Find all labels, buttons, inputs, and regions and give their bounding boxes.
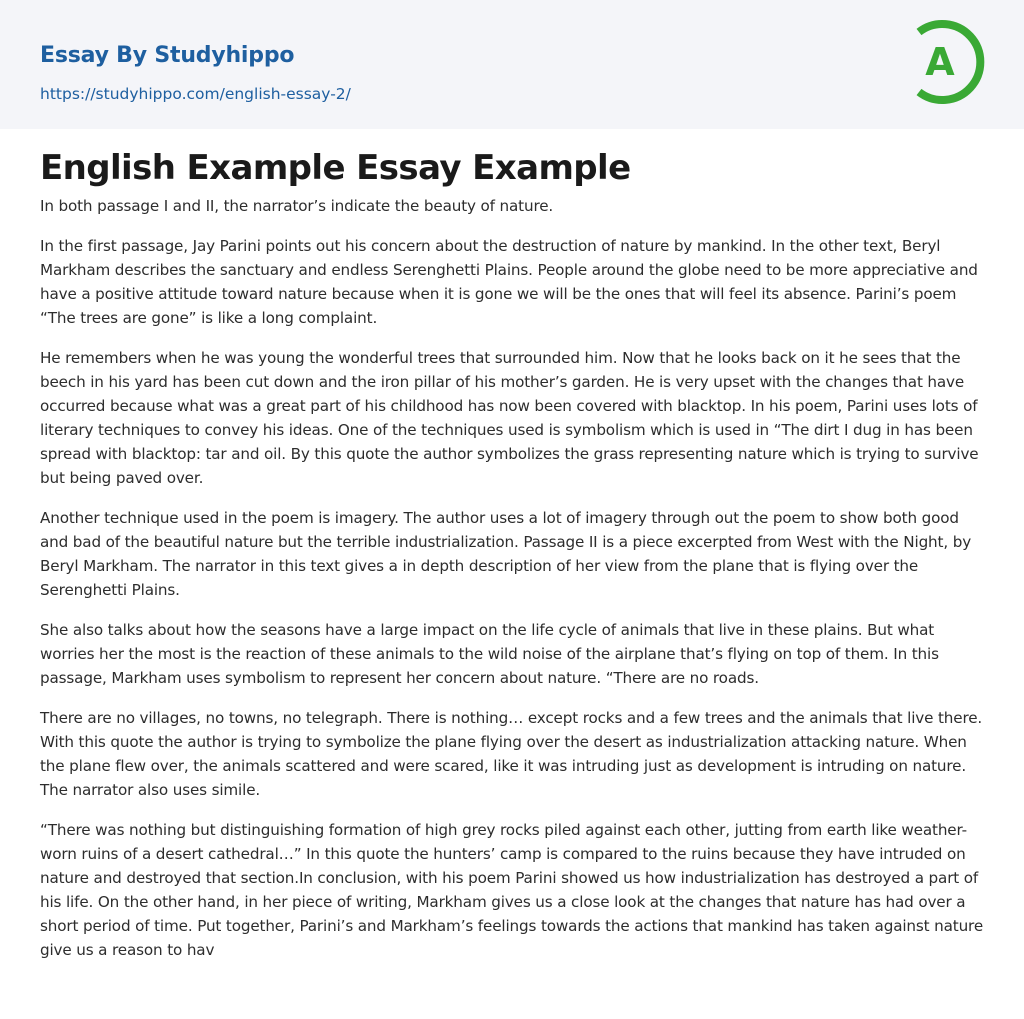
studyhippo-logo-icon[interactable] [912,18,988,106]
essay-paragraph: Another technique used in the poem is imagery. The author uses a lot of imagery through out the poem to show both good and bad of the beautiful nature but the terrible industrialization. Passage II is a piece excerpted from West with the Night, by Beryl Markham. The narrator in this text gives a in depth description of her view from the plane that is flying over the Serenghetti Plains. [40,509,972,599]
essay-paragraph: He remembers when he was young the wonderful trees that surrounded him. Now that he looks back on it he sees that the beech in his yard has been cut down and the iron pillar of his mother’s garden. He is very upset with the changes that have occurred because what was a great part of his childhood has now been covered with blacktop. In his poem, Parini uses lots of literary techniques to convey his ideas. One of the techniques used is symbolism which is used in “The dirt I dug in has been spread with blacktop: tar and oil. By this quote the author symbolizes the grass representing nature which is trying to survive but being paved over. [40,349,979,487]
essay-title: English Example Essay Example [40,148,631,188]
essay-paragraph: “There was nothing but distinguishing formation of high grey rocks piled against each other, jutting from earth like weather-worn ruins of a desert cathedral…” In this quote the hunters’ camp is compared to the ruins because they have intruded on nature and destroyed that section.In conclusion, with his poem Parini showed us how industrialization has destroyed a part of his life. On the other hand, in her piece of writing, Markham gives us a close look at the changes that nature has had over a short period of time. Put together, Parini’s and Markham’s feelings towards the actions that mankind has taken against nature give us a reason to hav [40,821,984,959]
essay-body [40,194,990,978]
site-url-link[interactable]: https://studyhippo.com/english-essay-2/ [40,85,351,103]
essay-paragraph: In the first passage, Jay Parini points out his concern about the destruction of nature by mankind. In the other text, Beryl Markham describes the sanctuary and endless Serenghetti Plains. People around the globe need to be more appreciative and have a positive attitude toward nature because when it is gone we will be the ones that will feel its absence. Parini’s poem “The trees are gone” is like a long complaint. [40,237,978,327]
essay-paragraph: In both passage I and II, the narrator’s indicate the beauty of nature. [40,197,554,215]
logo-letter: A [925,40,955,84]
essay-paragraph: She also talks about how the seasons have a large impact on the life cycle of animals that live in these plains. But what worries her the most is the reaction of these animals to the wild noise of the airplane that’s flying on top of them. In this passage, Markham uses symbolism to represent her concern about nature. “There are no roads. [40,621,939,687]
essay-paragraph: There are no villages, no towns, no telegraph. There is nothing… except rocks and a few trees and the animals that live there. With this quote the author is trying to symbolize the plane flying over the desert as industrialization attacking nature. When the plane flew over, the animals scattered and were scared, like it was intruding just as development is intruding on nature. The narrator also uses simile. [40,709,983,799]
site-title: Essay By Studyhippo [40,43,295,68]
